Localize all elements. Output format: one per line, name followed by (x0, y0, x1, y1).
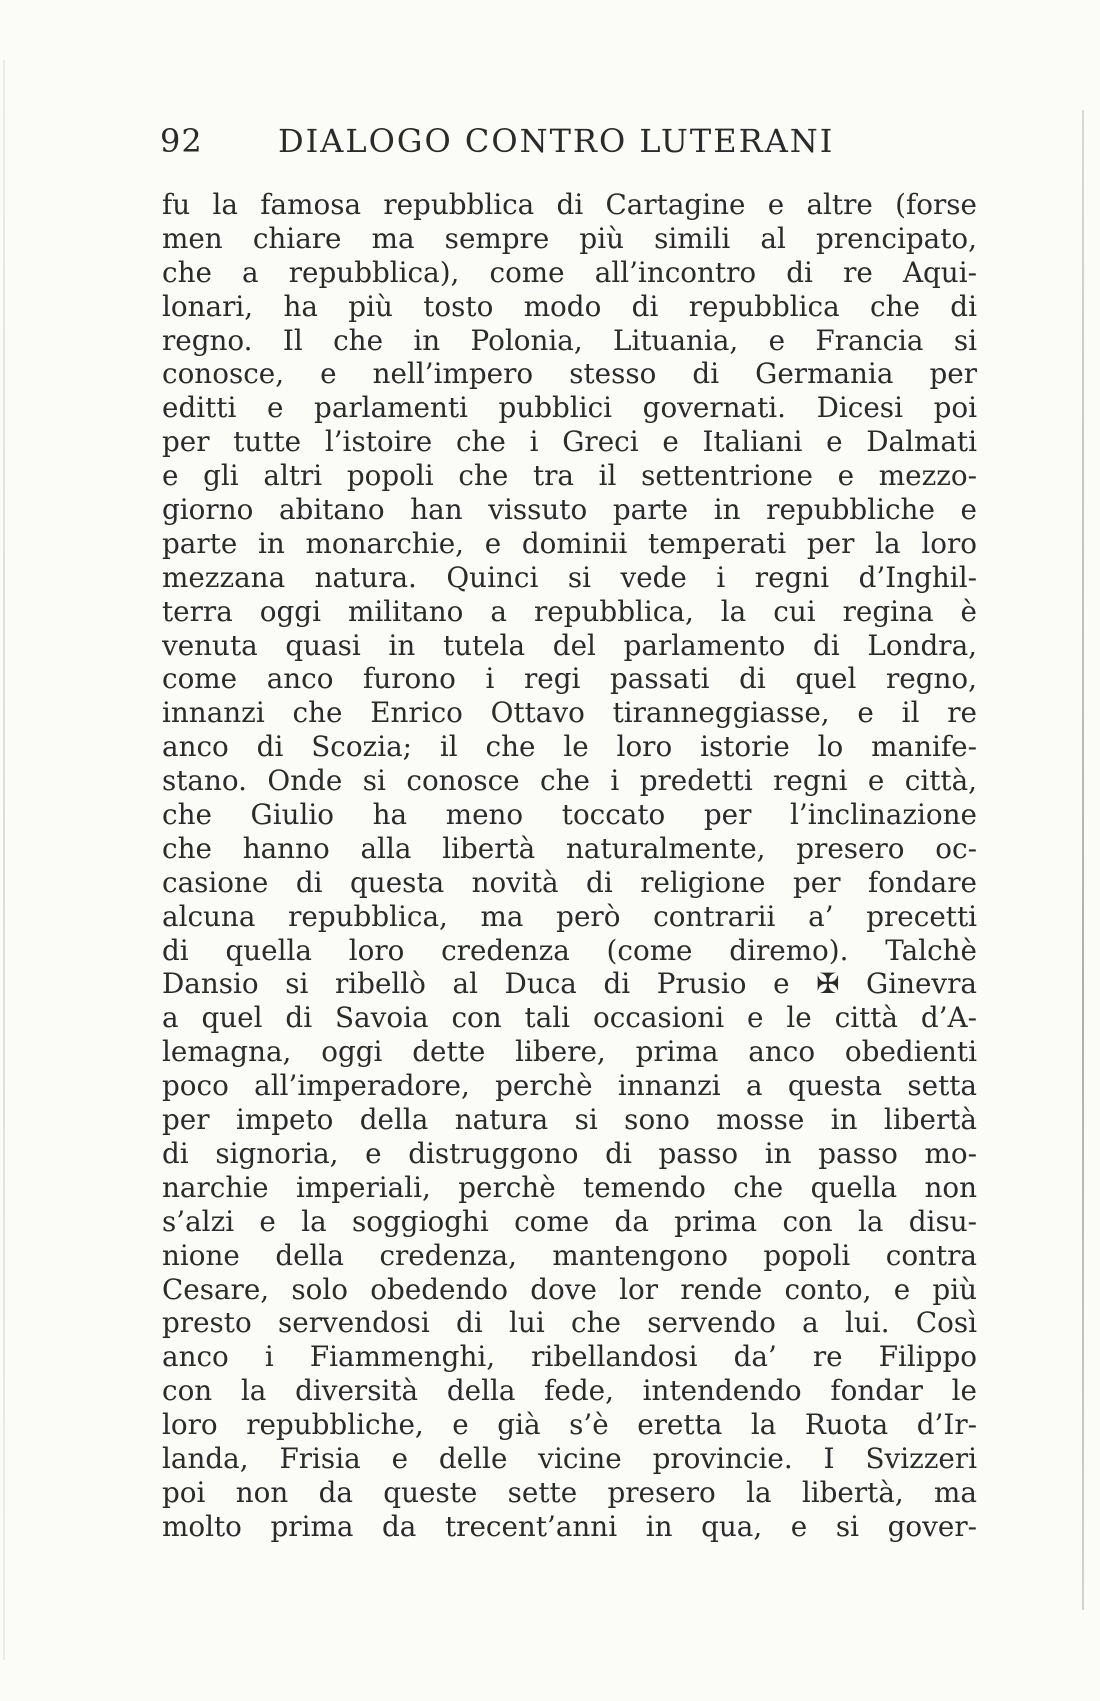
text-line: editti e parlamenti pubblici governati. Dicesi poi (162, 391, 977, 425)
text-line: loro repubbliche, e già s’è eretta la Ruota d’Ir- (162, 1408, 977, 1442)
text-line: casione di questa novità di religione per fondare (162, 865, 977, 899)
text-line: poi non da queste sette presero la libertà, ma (162, 1475, 977, 1509)
text-line: a quel di Savoia con tali occasioni e le città d’A- (162, 1001, 977, 1035)
text-line: e gli altri popoli che tra il settentrione e mezzo- (162, 459, 977, 493)
text-line: presto servendosi di lui che servendo a lui. Così (162, 1306, 977, 1340)
text-line: alcuna repubblica, ma però contrarii a’ precetti (162, 899, 977, 933)
page-edge-right (1082, 110, 1084, 1610)
text-line: nione della credenza, mantengono popoli contra (162, 1238, 977, 1272)
text-line: mezzana natura. Quinci si vede i regni d’Inghil- (162, 560, 977, 594)
page-edge-left (3, 60, 5, 1660)
text-line: parte in monarchie, e dominii temperati per la loro (162, 526, 977, 560)
text-line: anco di Scozia; il che le loro istorie lo manife- (162, 730, 977, 764)
text-line: men chiare ma sempre più simili al prencipato, (162, 221, 977, 255)
running-title: DIALOGO CONTRO LUTERANI (278, 122, 835, 160)
page-number: 92 (160, 122, 203, 160)
text-line: che hanno alla libertà naturalmente, presero oc- (162, 831, 977, 865)
text-line: stano. Onde si conosce che i predetti regni e città, (162, 764, 977, 798)
text-line: che Giulio ha meno toccato per l’inclinazione (162, 798, 977, 832)
page-header (160, 118, 980, 168)
text-line: molto prima da trecent’anni in qua, e si gover- (162, 1509, 977, 1543)
text-line: lonari, ha più tosto modo di repubblica che di (162, 289, 977, 323)
text-line: giorno abitano han vissuto parte in repubbliche e (162, 493, 977, 527)
text-line: landa, Frisia e delle vicine provincie. I Svizzeri (162, 1441, 977, 1475)
body-text (162, 188, 977, 1544)
text-line: terra oggi militano a repubblica, la cui regina è (162, 594, 977, 628)
text-line: che a repubblica), come all’incontro di re Aqui- (162, 255, 977, 289)
text-line: regno. Il che in Polonia, Lituania, e Francia si (162, 323, 977, 357)
text-line: con la diversità della fede, intendendo fondar le (162, 1374, 977, 1408)
text-line: lemagna, oggi dette libere, prima anco obedienti (162, 1035, 977, 1069)
text-line: poco all’imperadore, perchè innanzi a questa setta (162, 1069, 977, 1103)
text-line: Dansio si ribellò al Duca di Prusio e ✠ Ginevra (162, 967, 977, 1001)
text-line: conosce, e nell’impero stesso di Germania per (162, 357, 977, 391)
text-line: di quella loro credenza (come diremo). Talchè (162, 933, 977, 967)
text-line: di signoria, e distruggono di passo in passo mo- (162, 1136, 977, 1170)
text-line: s’alzi e la soggioghi come da prima con la disu- (162, 1204, 977, 1238)
text-line: Cesare, solo obedendo dove lor rende conto, e più (162, 1272, 977, 1306)
text-line: come anco furono i regi passati di quel regno, (162, 662, 977, 696)
text-line: narchie imperiali, perchè temendo che quella non (162, 1170, 977, 1204)
text-line: innanzi che Enrico Ottavo tiranneggiasse, e il re (162, 696, 977, 730)
text-line: per impeto della natura si sono mosse in libertà (162, 1103, 977, 1137)
text-line: per tutte l’istoire che i Greci e Italiani e Dalmati (162, 425, 977, 459)
text-line: venuta quasi in tutela del parlamento di Londra, (162, 628, 977, 662)
text-line: anco i Fiammenghi, ribellandosi da’ re Filippo (162, 1340, 977, 1374)
text-line: fu la famosa repubblica di Cartagine e altre (forse (162, 188, 977, 221)
